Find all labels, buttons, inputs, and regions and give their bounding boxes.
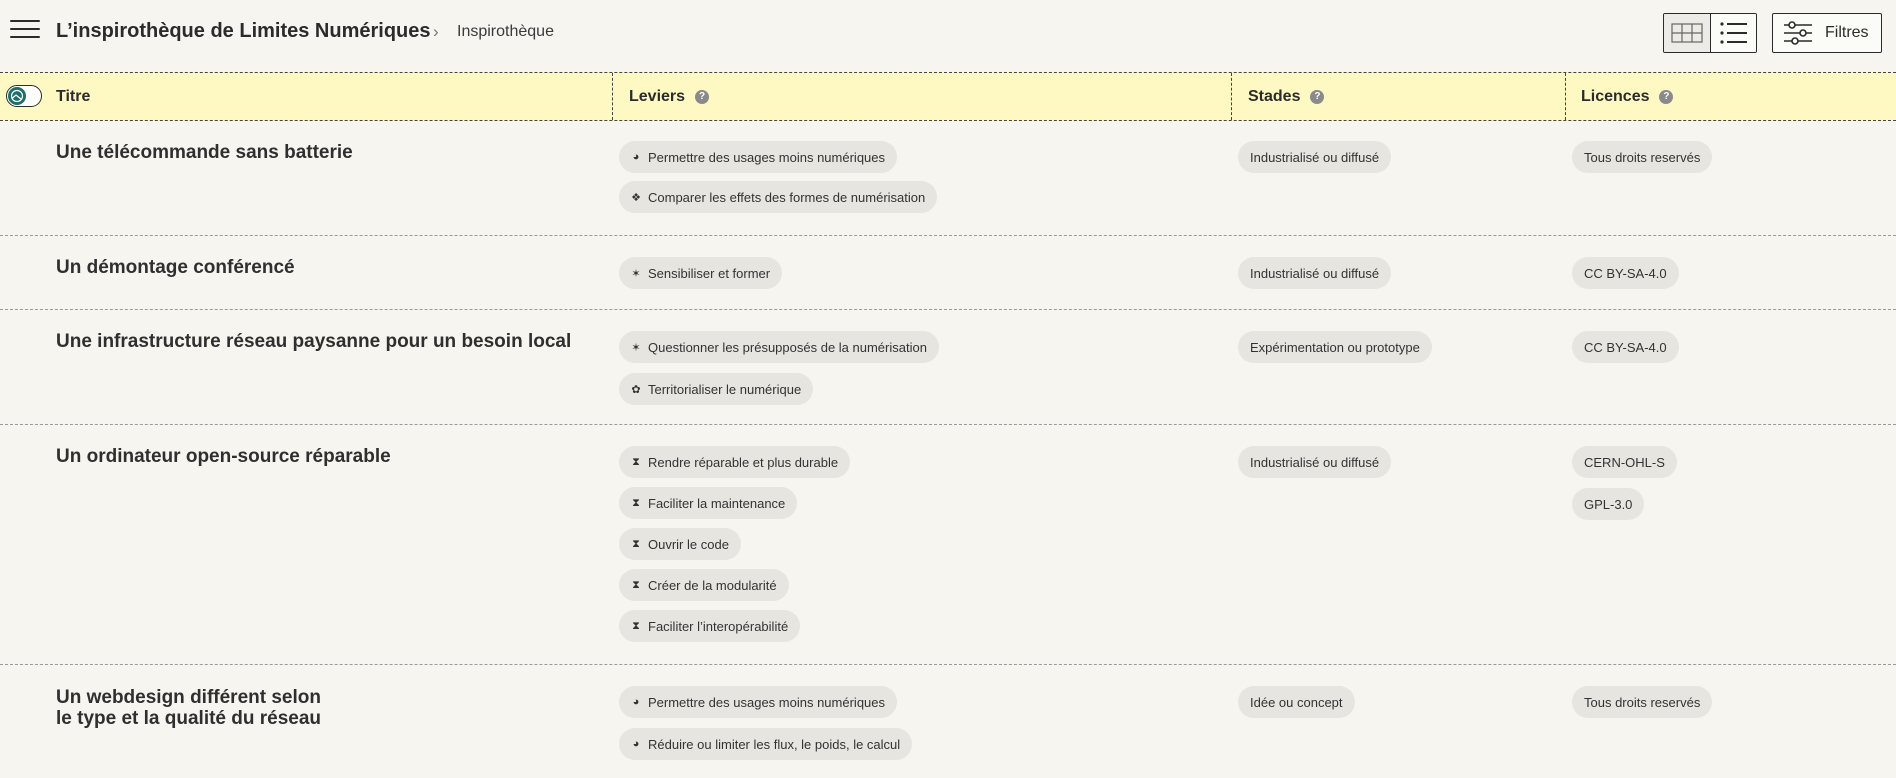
- licenses-list: [1572, 446, 1677, 520]
- row-title-line: le type et la qualité du réseau: [56, 708, 322, 729]
- column-levers-label: Leviers: [629, 87, 686, 105]
- stage-chip[interactable]: Industrialisé ou diffusé: [1238, 257, 1391, 289]
- table-header: [0, 72, 1896, 121]
- column-header-stages[interactable]: [1248, 73, 1324, 120]
- lever-chip[interactable]: [619, 487, 797, 519]
- table-row[interactable]: [0, 236, 1896, 310]
- filters-button[interactable]: [1772, 13, 1882, 53]
- licenses-list: [1572, 141, 1712, 173]
- help-icon[interactable]: ?: [1659, 90, 1673, 104]
- table-row[interactable]: [0, 310, 1896, 425]
- stages-list: [1238, 257, 1391, 289]
- row-title[interactable]: Un ordinateur open-source réparable: [56, 446, 391, 467]
- stage-chip[interactable]: Industrialisé ou diffusé: [1238, 446, 1391, 478]
- list-icon: [1720, 22, 1748, 44]
- stages-list: [1238, 331, 1432, 363]
- column-title-label: Titre: [56, 87, 91, 105]
- lever-icon: ⧗: [632, 578, 640, 591]
- grid-view-button[interactable]: [1664, 14, 1710, 52]
- lever-icon: ◕: [632, 738, 640, 750]
- table-row[interactable]: [0, 121, 1896, 236]
- lever-label: Créer de la modularité: [648, 577, 777, 593]
- lever-label: Comparer les effets des formes de numérisation: [648, 189, 926, 205]
- stages-list: [1238, 446, 1391, 478]
- levers-list: [619, 141, 937, 213]
- stages-list: [1238, 141, 1391, 173]
- row-title[interactable]: Un démontage conférencé: [56, 257, 295, 278]
- menu-icon[interactable]: [10, 20, 40, 44]
- stage-chip[interactable]: Idée ou concept: [1238, 686, 1355, 718]
- levers-list: [619, 446, 850, 642]
- lever-chip[interactable]: [619, 686, 897, 718]
- sliders-icon: [1783, 21, 1813, 45]
- lever-label: Ouvrir le code: [648, 536, 729, 552]
- lever-icon: ◕: [632, 151, 640, 163]
- levers-list: [619, 331, 939, 405]
- lever-chip[interactable]: [619, 569, 789, 601]
- lever-chip[interactable]: [619, 446, 850, 478]
- row-title[interactable]: [56, 687, 321, 729]
- column-stages-label: Stades: [1248, 87, 1301, 105]
- lever-label: Rendre réparable et plus durable: [648, 454, 839, 470]
- license-chip[interactable]: Tous droits reservés: [1572, 686, 1712, 718]
- lever-chip[interactable]: [619, 728, 912, 760]
- help-icon[interactable]: ?: [695, 90, 709, 104]
- breadcrumb-separator-icon: ›: [433, 22, 439, 41]
- lever-icon: ⧗: [632, 537, 640, 550]
- lever-label: Réduire ou limiter les flux, le poids, le calcul: [648, 736, 901, 752]
- stages-list: [1238, 686, 1355, 718]
- lever-label: Permettre des usages moins numériques: [648, 149, 886, 165]
- license-chip[interactable]: CC BY-SA-4.0: [1572, 331, 1679, 363]
- row-title[interactable]: Une infrastructure réseau paysanne pour un besoin local: [56, 331, 572, 352]
- levers-list: [619, 686, 912, 760]
- grid-icon: [1671, 23, 1703, 43]
- help-icon[interactable]: ?: [1310, 90, 1324, 104]
- lever-icon: ✶: [631, 267, 641, 280]
- lever-chip[interactable]: [619, 610, 800, 642]
- view-toggle: [1663, 13, 1757, 53]
- lever-label: Territorialiser le numérique: [648, 381, 802, 397]
- stage-chip[interactable]: Industrialisé ou diffusé: [1238, 141, 1391, 173]
- top-bar: [0, 0, 1896, 66]
- app-title[interactable]: L’inspirothèque de Limites Numériques: [56, 20, 431, 42]
- licenses-list: [1572, 331, 1679, 363]
- lever-label: Faciliter l’interopérabilité: [648, 618, 789, 634]
- filters-label: Filtres: [1825, 24, 1869, 41]
- license-chip[interactable]: GPL-3.0: [1572, 488, 1644, 520]
- lever-chip[interactable]: [619, 181, 937, 213]
- column-licenses-label: Licences: [1581, 87, 1650, 105]
- lever-icon: ◕: [632, 696, 640, 708]
- table-row[interactable]: [0, 665, 1896, 778]
- lever-icon: ✿: [631, 383, 641, 396]
- row-title-line: Un webdesign différent selon: [56, 687, 321, 708]
- list-view-button[interactable]: [1710, 14, 1756, 52]
- lever-chip[interactable]: [619, 373, 813, 405]
- lever-icon: ❖: [631, 191, 641, 204]
- levers-list: [619, 257, 782, 289]
- licenses-list: [1572, 257, 1679, 289]
- lever-label: Permettre des usages moins numériques: [648, 694, 886, 710]
- lever-icon: ⧗: [632, 455, 640, 468]
- lever-label: Faciliter la maintenance: [648, 495, 786, 511]
- lever-icon: ⧗: [632, 496, 640, 509]
- column-header-levers[interactable]: [629, 73, 709, 120]
- stage-chip[interactable]: Expérimentation ou prototype: [1238, 331, 1432, 363]
- column-header-title[interactable]: [56, 73, 90, 120]
- lever-chip[interactable]: [619, 141, 897, 173]
- lever-icon: ⧗: [632, 619, 640, 632]
- license-chip[interactable]: CERN-OHL-S: [1572, 446, 1677, 478]
- table-row[interactable]: [0, 425, 1896, 665]
- licenses-list: [1572, 686, 1712, 718]
- lever-chip[interactable]: [619, 257, 782, 289]
- lever-chip[interactable]: [619, 528, 741, 560]
- image-toggle-icon: [8, 87, 26, 105]
- lever-label: Questionner les présupposés de la numérisation: [648, 339, 927, 355]
- column-divider: [1565, 73, 1566, 120]
- license-chip[interactable]: CC BY-SA-4.0: [1572, 257, 1679, 289]
- license-chip[interactable]: Tous droits reservés: [1572, 141, 1712, 173]
- row-title[interactable]: Une télécommande sans batterie: [56, 142, 353, 163]
- column-header-licenses[interactable]: [1581, 73, 1673, 120]
- image-toggle-switch[interactable]: [6, 85, 42, 107]
- breadcrumb-current: Inspirothèque: [457, 23, 554, 40]
- column-divider: [612, 73, 613, 120]
- lever-icon: ✶: [631, 341, 641, 354]
- lever-label: Sensibiliser et former: [648, 265, 771, 281]
- lever-chip[interactable]: [619, 331, 939, 363]
- column-divider: [1231, 73, 1232, 120]
